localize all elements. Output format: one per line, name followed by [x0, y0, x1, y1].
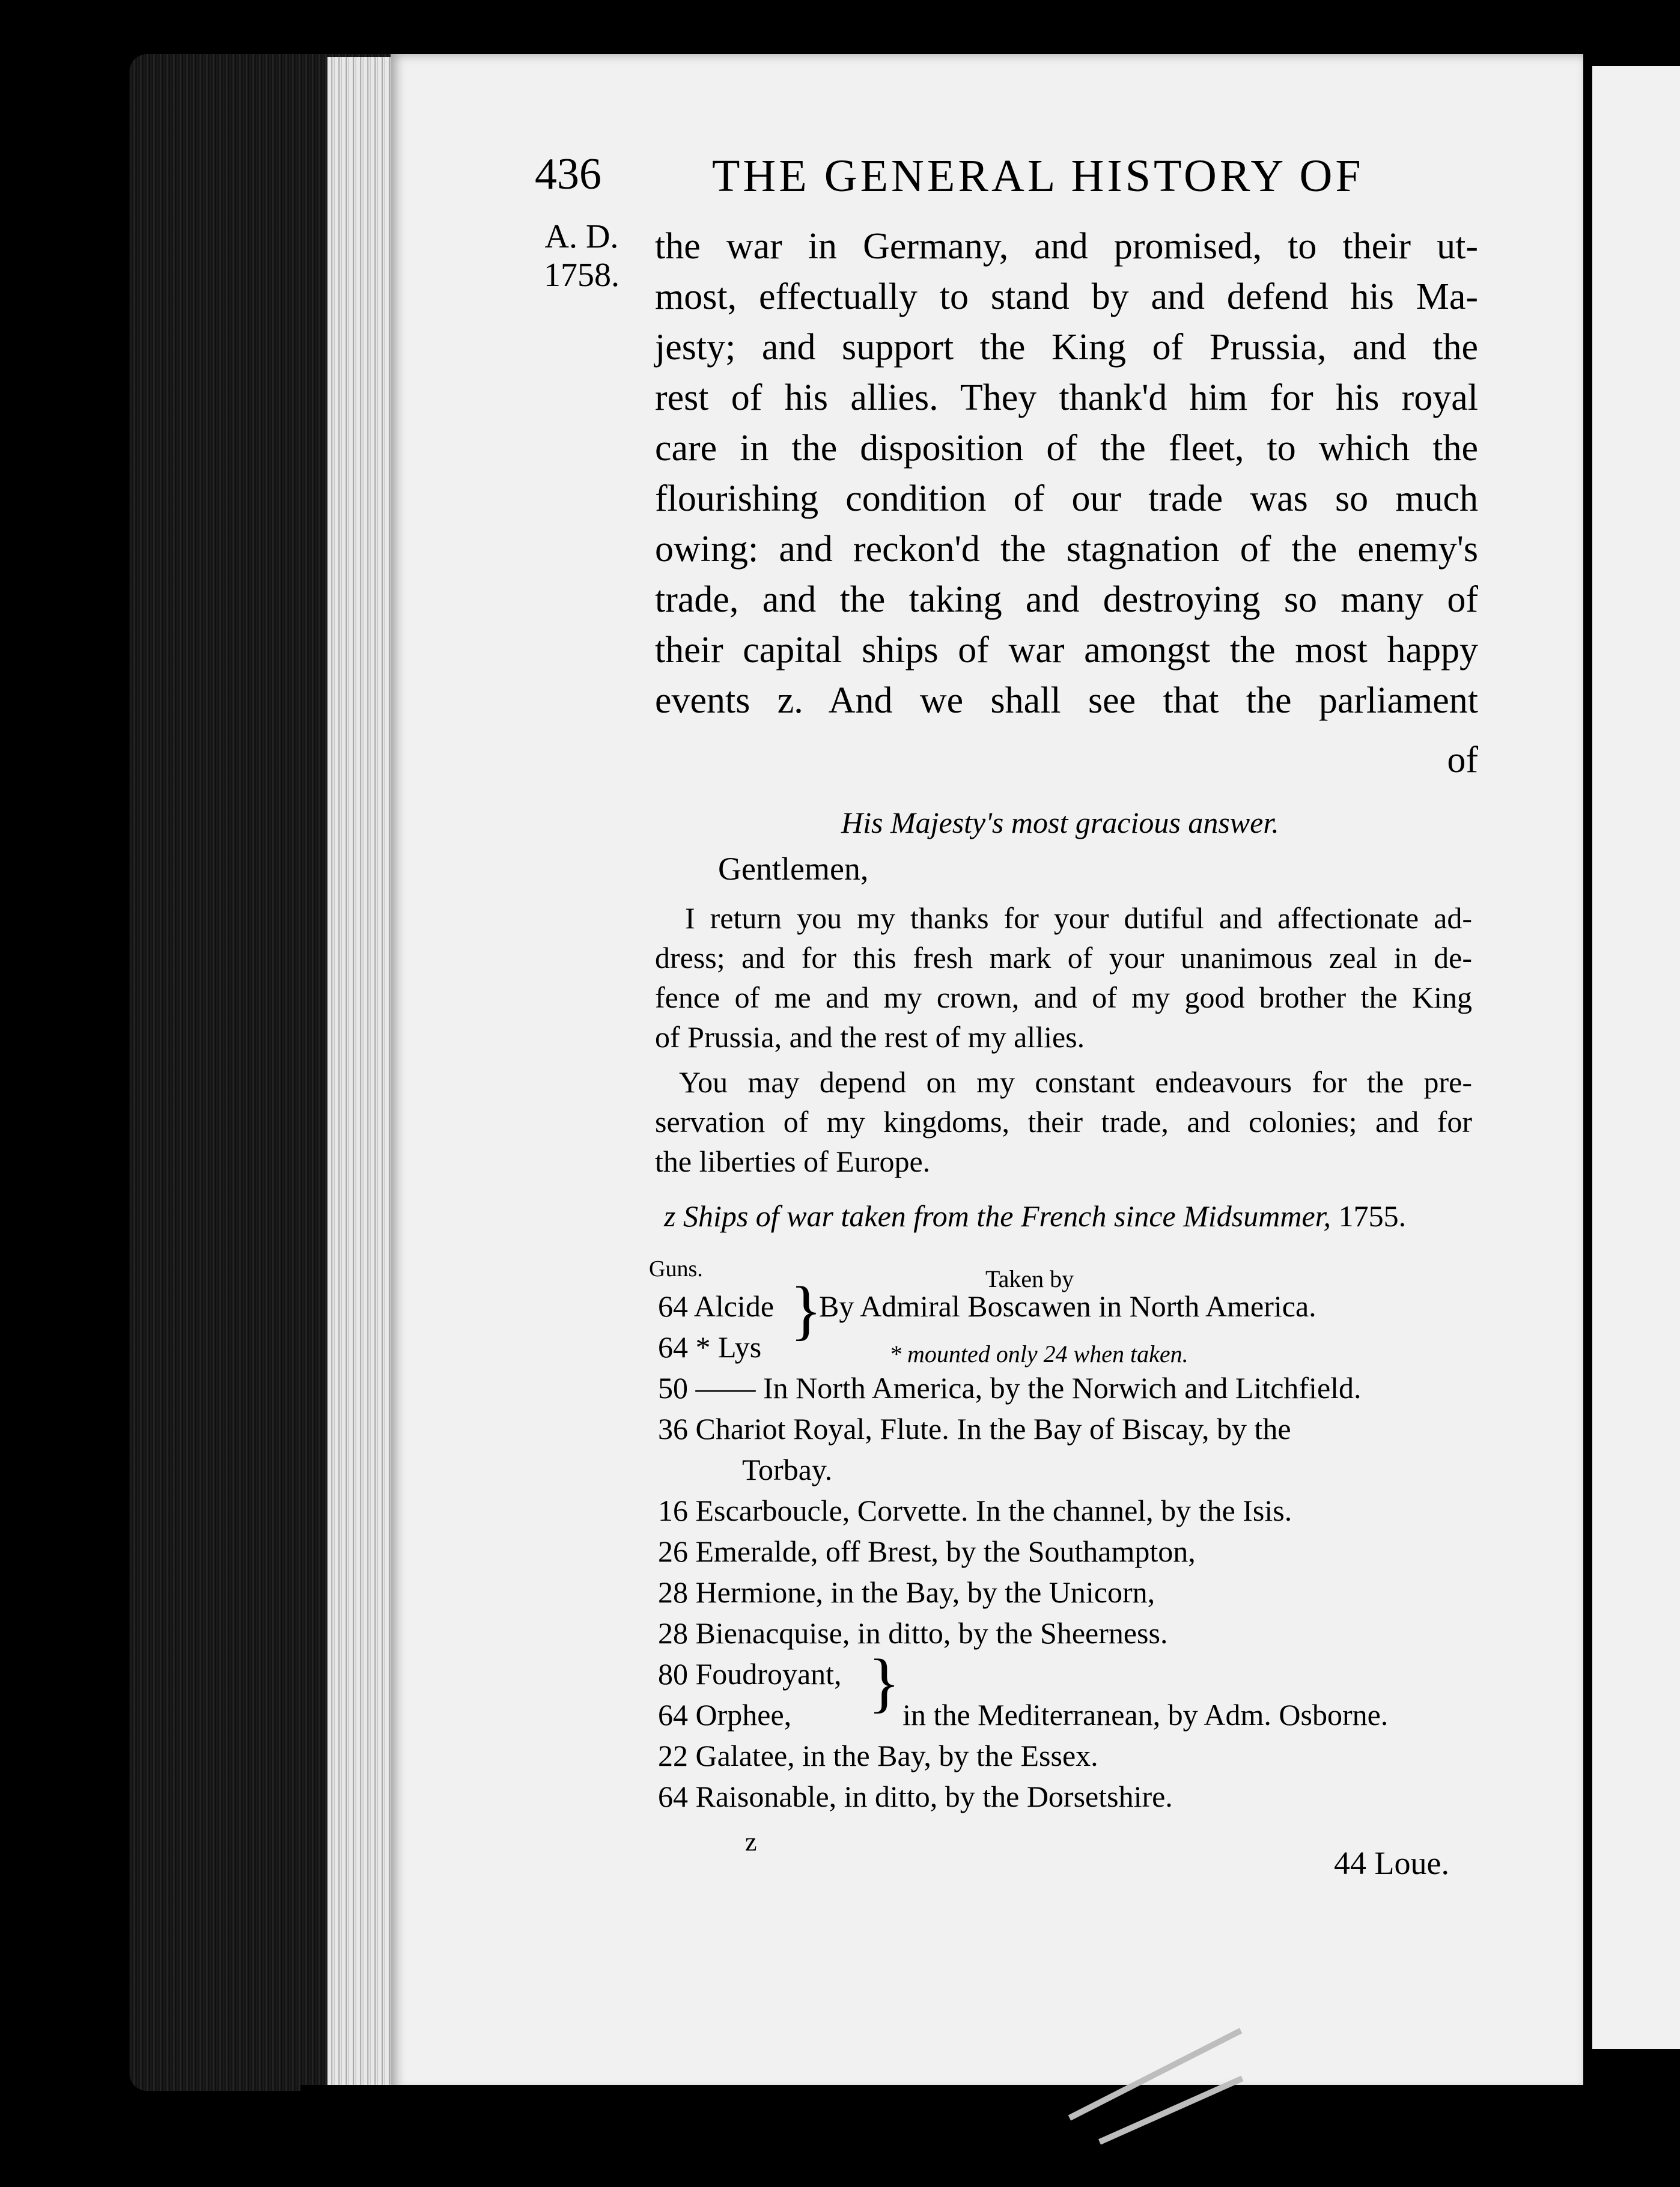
page-number: 436	[535, 150, 601, 199]
answer-paragraph-1	[655, 898, 1472, 1057]
ship-row	[658, 1694, 1487, 1735]
ship-row: 26 Emeralde, off Brest, by the Southampton,	[658, 1535, 1196, 1568]
answer-title: His Majesty's most gracious answer.	[841, 806, 1279, 839]
signature-mark: z	[745, 1827, 757, 1857]
body-line: most, effectually to stand by and defend his Ma-	[655, 276, 1478, 317]
group-taken-by: By Admiral Boscawen in North America.	[819, 1289, 1316, 1323]
answer-line: I return you my thanks for your dutiful and affectionate ad-	[685, 901, 1472, 935]
answer-line: the liberties of Europe.	[655, 1145, 931, 1178]
ship-row	[658, 1286, 1487, 1327]
book-bottom	[300, 2085, 1680, 2187]
answer-salutation: Gentlemen,	[718, 851, 869, 887]
ship-row: 28 Bienacquise, in ditto, by the Sheerness.	[658, 1616, 1168, 1650]
body-line: jesty; and support the King of Prussia, and the	[655, 327, 1478, 368]
ship-entry: 64 Orphee,	[658, 1698, 792, 1732]
body-line: trade, and the taking and destroying so many of	[655, 579, 1478, 620]
ship-row: 36 Chariot Royal, Flute. In the Bay of Biscay, by the	[658, 1412, 1291, 1446]
body-line: their capital ships of war amongst the most happy	[655, 630, 1478, 671]
catchword-body: of	[1447, 740, 1478, 780]
ship-row: 28 Hermione, in the Bay, by the Unicorn,	[658, 1575, 1155, 1609]
facing-page-edge	[1592, 66, 1680, 2049]
answer-line: of Prussia, and the rest of my allies.	[655, 1020, 1085, 1054]
guns-label: Guns.	[649, 1256, 703, 1282]
taken-by-label: Taken by	[985, 1265, 1074, 1292]
body-line: flourishing condition of our trade was so much	[655, 478, 1478, 519]
ship-entry: 64 Alcide	[658, 1289, 775, 1323]
group-taken-by: in the Mediterranean, by Adm. Osborne.	[902, 1698, 1389, 1732]
catchword-footnote: 44 Loue.	[1334, 1845, 1449, 1881]
ship-row: 64 * Lys	[658, 1330, 762, 1364]
margin-date	[544, 217, 619, 294]
ship-row: 80 Foudroyant,	[658, 1657, 842, 1691]
body-text	[655, 221, 1478, 726]
answer-line: fence of me and my crown, and of my good brother the King	[655, 981, 1472, 1014]
body-line: owing: and reckon'd the stagnation of the enemy's	[655, 529, 1478, 570]
answer-line: servation of my kingdoms, their trade, and colonies; and for	[655, 1105, 1472, 1139]
margin-date-year: 1758.	[544, 257, 619, 294]
answer-line: You may depend on my constant endeavours for the pre-	[679, 1065, 1472, 1099]
ship-row: 16 Escarboucle, Corvette. In the channel, by the Isis.	[658, 1494, 1292, 1527]
footnote-year: 1755.	[1338, 1199, 1407, 1233]
ship-row: 64 Raisonable, in ditto, by the Dorsetshire.	[658, 1780, 1173, 1813]
ship-row: 50 —— In North America, by the Norwich and Litchfield.	[658, 1371, 1362, 1405]
footnote-heading-text: z Ships of war taken from the French since Midsummer,	[664, 1199, 1332, 1233]
ship-row-continued: Torbay.	[742, 1453, 833, 1486]
ship-row: 22 Galatee, in the Bay, by the Essex.	[658, 1739, 1098, 1772]
brace-icon: }	[790, 1273, 822, 1346]
answer-line: dress; and for this fresh mark of your unanimous zeal in de-	[655, 941, 1472, 975]
body-line: the war in Germany, and promised, to their ut-	[655, 226, 1478, 267]
footnote-note: * mounted only 24 when taken.	[889, 1340, 1188, 1367]
page-stack	[327, 57, 400, 2091]
margin-date-era: A. D.	[544, 218, 619, 255]
body-line: rest of his allies. They thank'd him for his royal	[655, 377, 1478, 418]
brace-icon: }	[868, 1646, 900, 1719]
footnote-heading	[664, 1199, 1406, 1233]
running-head: THE GENERAL HISTORY OF	[712, 151, 1364, 201]
answer-paragraph-2	[655, 1062, 1472, 1181]
body-line: events z. And we shall see that the parliament	[655, 680, 1478, 721]
body-line: care in the disposition of the fleet, to which the	[655, 428, 1478, 469]
